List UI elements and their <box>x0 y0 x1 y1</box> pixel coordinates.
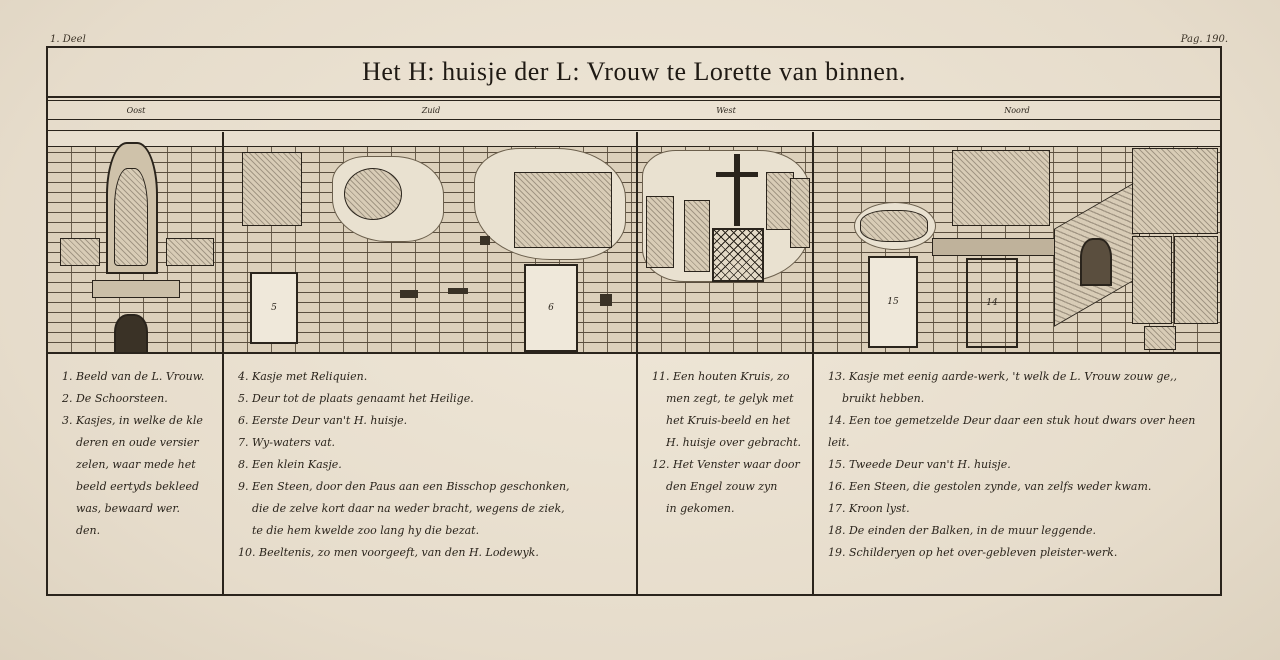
door-label: 6 <box>548 303 554 313</box>
door-5 <box>250 272 298 344</box>
legend-entry: 1. Beeld van de L. Vrouw. <box>62 370 205 383</box>
legend-entry: beeld eertyds bekleed <box>76 480 200 493</box>
legend-column-zuid <box>224 354 638 596</box>
legend-entry: zelen, waar mede het <box>76 458 196 471</box>
door-6 <box>524 264 578 352</box>
small-case <box>400 290 418 298</box>
legend-entry: te die hem kwelde zoo lang hy die bezat. <box>252 524 480 537</box>
wall-cornice <box>814 132 1220 147</box>
legend-entry: 16. Een Steen, die gestolen zynde, van zelfs weder kwam. <box>828 480 1152 493</box>
legend-entry: den Engel zouw zyn <box>666 480 778 493</box>
holy-water-stoup <box>480 236 490 245</box>
angel-window-grille <box>712 228 764 282</box>
painting-angels <box>1132 236 1172 324</box>
legend-entry: 3. Kasjes, in welke de kle <box>62 414 203 427</box>
legend-entry: 15. Tweede Deur van't H. huisje. <box>828 458 1011 471</box>
legend-entry: 8. Een klein Kasje. <box>238 458 342 471</box>
relic-case-left <box>60 238 100 266</box>
legend-entry: was, bewaard wer. <box>76 502 180 515</box>
legend-entry: 11. Een houten Kruis, zo <box>652 370 790 383</box>
legend-entry: het Kruis-beeld en het <box>666 414 791 427</box>
stoup-box <box>600 294 612 306</box>
relic-case-right <box>166 238 214 266</box>
legend-entry: 2. De Schoorsteen. <box>62 392 168 405</box>
madonna-statue <box>114 168 148 266</box>
walled-door-14 <box>966 258 1018 348</box>
legend-entry: deren en oude versier <box>76 436 199 449</box>
painting-annunciation <box>1132 148 1218 234</box>
legend-entry: men zegt, te gelyk met <box>666 392 794 405</box>
direction-band <box>48 100 1220 120</box>
painting-pope <box>1174 236 1218 324</box>
legend-table <box>48 352 1220 596</box>
relic-cabinet-roof <box>932 238 1074 256</box>
cornice-band <box>48 120 1220 131</box>
legend-entry: bruikt hebben. <box>842 392 925 405</box>
wooden-cross-post <box>734 154 740 226</box>
wall-cornice <box>224 132 636 147</box>
door-label: 5 <box>271 303 277 313</box>
painting-monk <box>790 178 810 248</box>
plate-title: Het H: huisje der L: Vrouw te Lorette van binnen. <box>362 57 906 86</box>
direction-oost: Oost <box>126 105 146 115</box>
wooden-cross-beam <box>716 172 758 177</box>
legend-entry: 4. Kasje met Reliquien. <box>238 370 368 383</box>
legend-entry: 12. Het Venster waar door <box>652 458 800 471</box>
legend-entry: die de zelve kort daar na weder bracht, wegens de ziek, <box>252 502 565 515</box>
legend-column-oost <box>48 354 224 596</box>
chimney-mantel <box>92 280 180 298</box>
legend-entry: 10. Beeltenis, zo men voorgeeft, van den H. Lodewyk. <box>238 546 539 559</box>
title-band <box>48 48 1220 98</box>
legend-entry: 13. Kasje met eenig aarde-werk, 't welk de L. Vrouw zouw ge,, <box>828 370 1178 383</box>
engraved-plate <box>46 46 1222 596</box>
wall-west <box>638 132 814 352</box>
legend-entry: in gekomen. <box>666 502 735 515</box>
painting-saint <box>646 196 674 268</box>
legend-entry: 18. De einden der Balken, in de muur leggende. <box>828 524 1097 537</box>
legend-entry: 9. Een Steen, door den Paus aan een Bisschop geschonken, <box>238 480 570 493</box>
door-label: 15 <box>887 297 899 307</box>
page-note: Pag. 190. <box>1180 34 1228 45</box>
legend-entry: 17. Kroon lyst. <box>828 502 910 515</box>
legend-entry: 5. Deur tot de plaats genaamt het Heilige. <box>238 392 474 405</box>
painting-enthroned-madonna <box>952 150 1050 226</box>
direction-zuid: Zuid <box>421 105 441 115</box>
wall-elevations <box>48 132 1220 352</box>
legend-column-noord <box>814 354 1224 596</box>
relic-case <box>242 152 302 226</box>
volume-note: 1. Deel <box>50 34 86 45</box>
window-opening <box>1080 238 1112 286</box>
legend-entry: H. huisje over gebracht. <box>666 436 802 449</box>
legend-entry: 19. Schilderyen op het over-gebleven pleister-werk. <box>828 546 1118 559</box>
wall-oost <box>48 132 224 352</box>
door-15 <box>868 256 918 348</box>
door-label: 14 <box>986 298 998 308</box>
legend-entry: 7. Wy-waters vat. <box>238 436 335 449</box>
painting-fragment <box>344 168 402 220</box>
wall-noord <box>814 132 1220 352</box>
small-case <box>448 288 468 294</box>
stone-case <box>1144 326 1176 350</box>
legend-column-west <box>638 354 814 596</box>
painting-saint <box>684 200 710 272</box>
painting-fragment <box>860 210 928 242</box>
legend-entry: 14. Een toe gemetzelde Deur daar een stuk hout dwars over heen leit. <box>828 414 1196 449</box>
direction-west: West <box>716 105 736 115</box>
legend-entry: den. <box>76 524 101 537</box>
hearth-opening <box>114 314 148 352</box>
painting-saints <box>514 172 612 248</box>
wall-cornice <box>638 132 812 147</box>
wall-zuid <box>224 132 638 352</box>
direction-noord: Noord <box>1004 105 1030 115</box>
legend-entry: 6. Eerste Deur van't H. huisje. <box>238 414 408 427</box>
